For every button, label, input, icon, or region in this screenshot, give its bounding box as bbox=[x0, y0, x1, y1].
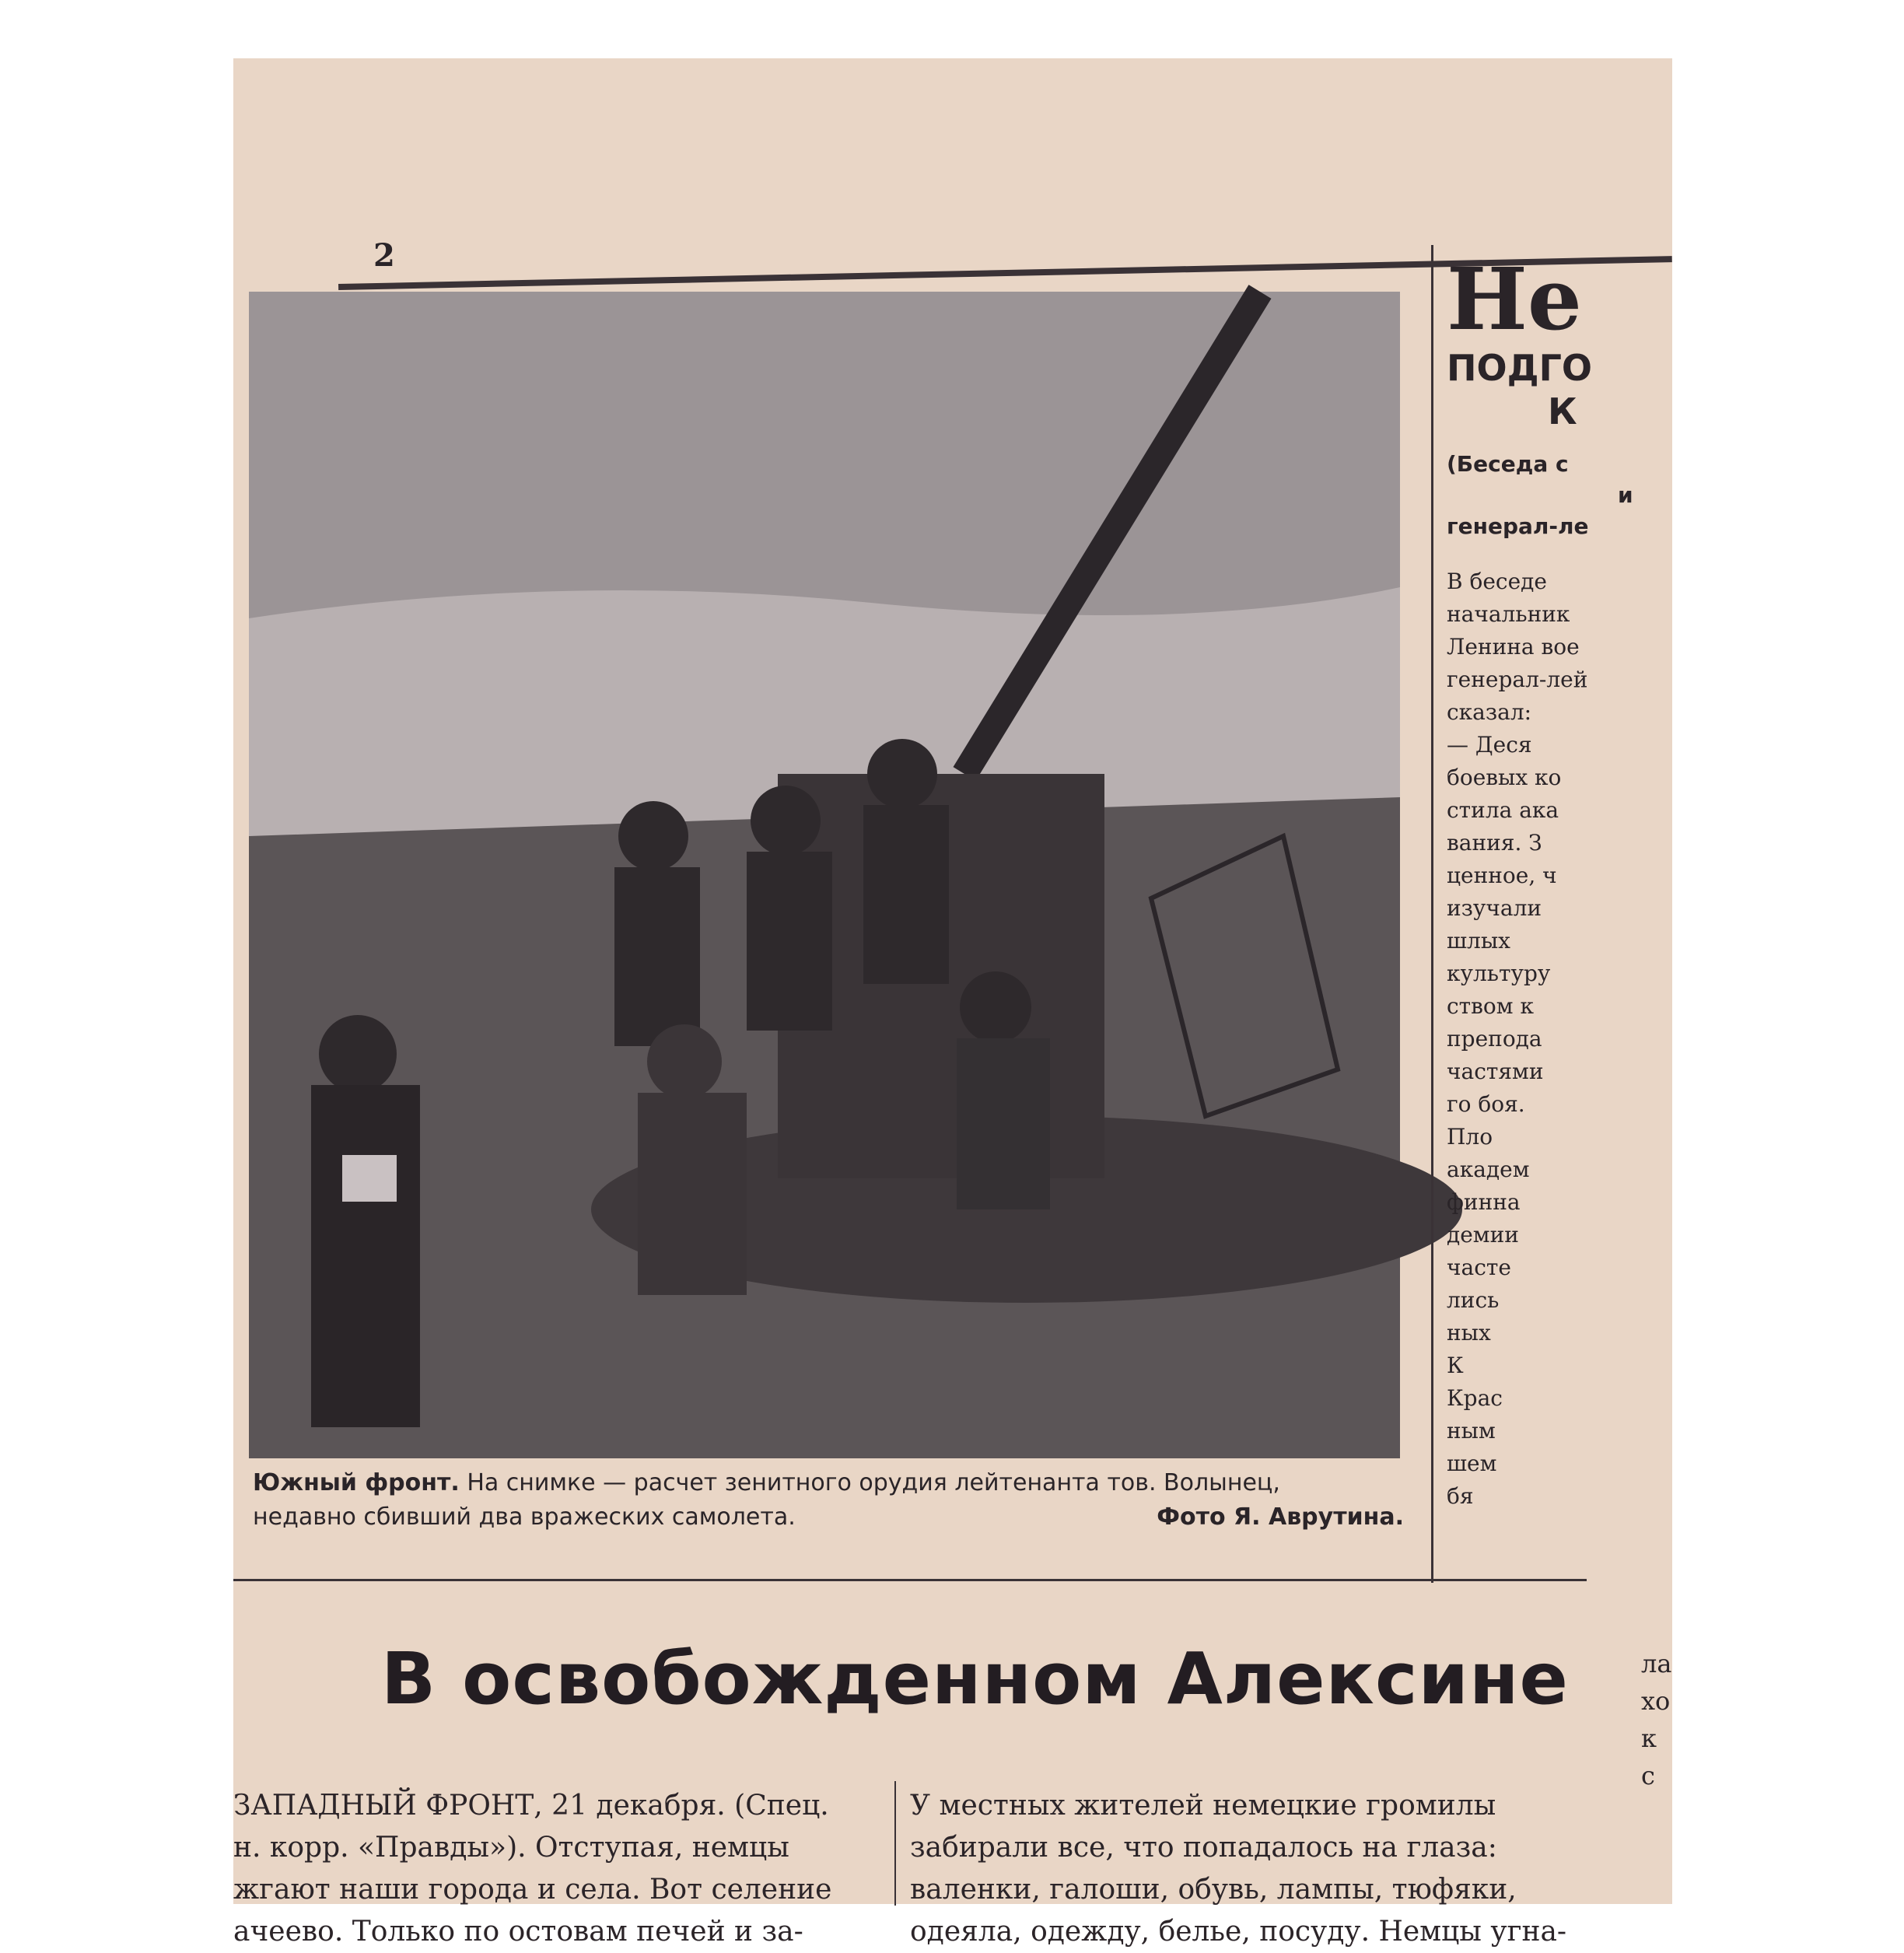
caption-line-1 bbox=[253, 1466, 1404, 1500]
right-subheading-1: ПОДГО bbox=[1447, 347, 1592, 389]
edge-column-fragment bbox=[1641, 1645, 1671, 1794]
right-body-line: сказал: bbox=[1447, 699, 1532, 725]
photo-illustration bbox=[249, 292, 1400, 1458]
right-headline-fragment: Не bbox=[1447, 249, 1582, 349]
right-body-line: ством к bbox=[1447, 993, 1534, 1019]
middle-rule bbox=[233, 1579, 1587, 1581]
right-body-line: Крас bbox=[1447, 1385, 1503, 1411]
right-intro-1: (Беседа с bbox=[1447, 451, 1569, 477]
page-number: 2 bbox=[373, 237, 395, 274]
article-right-line: одеяла, одежду, белье, посуду. Немцы угна- bbox=[910, 1916, 1567, 1948]
article-left-line: н. корр. «Правды»). Отступая, немцы bbox=[233, 1832, 789, 1864]
article-left-line: ачеево. Только по остовам печей и за- bbox=[233, 1916, 803, 1948]
right-body-line: финна bbox=[1447, 1189, 1521, 1215]
right-body-line: Ленина вое bbox=[1447, 634, 1580, 660]
right-body-line: боевых ко bbox=[1447, 765, 1562, 790]
right-body-line: частями bbox=[1447, 1059, 1544, 1084]
right-body-line: го боя. bbox=[1447, 1091, 1525, 1117]
right-body-line: культуру bbox=[1447, 961, 1551, 986]
caption-text-1: На снимке — расчет зенитного орудия лейтенанта тов. Волынец, bbox=[467, 1469, 1280, 1496]
photo-credit: Фото Я. Аврутина. bbox=[1157, 1503, 1404, 1531]
right-body-line: препода bbox=[1447, 1026, 1542, 1052]
caption-lead: Южный фронт. bbox=[253, 1469, 460, 1496]
article-right-line: валенки, галоши, обувь, лампы, тюфяки, bbox=[910, 1874, 1517, 1906]
right-body bbox=[1447, 565, 1680, 1513]
right-body-line: Пло bbox=[1447, 1124, 1493, 1150]
edge-line: с bbox=[1641, 1761, 1655, 1790]
right-body-line: начальник bbox=[1447, 601, 1570, 627]
right-body-line: ным bbox=[1447, 1418, 1496, 1444]
right-body-line: ценное, ч bbox=[1447, 863, 1557, 888]
right-body-line: лись bbox=[1447, 1287, 1500, 1313]
right-subheading-2: К bbox=[1548, 390, 1577, 432]
article-column-right bbox=[910, 1785, 1626, 1953]
caption-text-2: недавно сбивший два вражеских самолета. bbox=[253, 1503, 796, 1531]
right-body-line: генерал-лей bbox=[1447, 667, 1588, 692]
edge-line: к bbox=[1641, 1724, 1657, 1753]
edge-line: хо bbox=[1641, 1686, 1671, 1716]
article-right-line: У местных жителей немецкие громилы bbox=[910, 1790, 1496, 1822]
right-body-line: изучали bbox=[1447, 895, 1542, 921]
right-body-line: ных bbox=[1447, 1320, 1491, 1346]
right-body-line: вания. З bbox=[1447, 830, 1542, 856]
right-body-line: шем bbox=[1447, 1451, 1497, 1476]
right-body-line: академ bbox=[1447, 1157, 1530, 1182]
right-intro-2: и bbox=[1618, 482, 1633, 508]
article-left-line: жгают наши города и села. Вот селение bbox=[233, 1874, 832, 1906]
right-body-line: К bbox=[1447, 1353, 1464, 1378]
article-headline: В освобожденном Алексине bbox=[381, 1637, 1569, 1720]
right-body-line: — Деся bbox=[1447, 732, 1532, 758]
right-body-line: бя bbox=[1447, 1483, 1474, 1509]
right-body-line: В беседе bbox=[1447, 569, 1547, 594]
right-body-line: часте bbox=[1447, 1255, 1511, 1280]
column-rule bbox=[894, 1781, 896, 1906]
right-column-rule bbox=[1431, 245, 1433, 1583]
right-body-line: шлых bbox=[1447, 928, 1510, 954]
right-column bbox=[1447, 249, 1680, 1513]
newspaper-page bbox=[233, 58, 1672, 1948]
article-right-line: забирали все, что попадалось на глаза: bbox=[910, 1832, 1497, 1864]
article-left-line: ЗАПАДНЫЙ ФРОНТ, 21 декабря. (Спец. bbox=[233, 1790, 829, 1822]
right-intro-3: генерал-ле bbox=[1447, 513, 1589, 539]
caption-line-2 bbox=[253, 1500, 1404, 1535]
article-column-left bbox=[233, 1785, 879, 1953]
right-body-line: демии bbox=[1447, 1222, 1519, 1248]
right-body-line: стила ака bbox=[1447, 797, 1559, 823]
edge-line: ла bbox=[1641, 1649, 1672, 1678]
photo-anti-aircraft-crew bbox=[249, 292, 1400, 1458]
photo-caption bbox=[253, 1466, 1404, 1535]
